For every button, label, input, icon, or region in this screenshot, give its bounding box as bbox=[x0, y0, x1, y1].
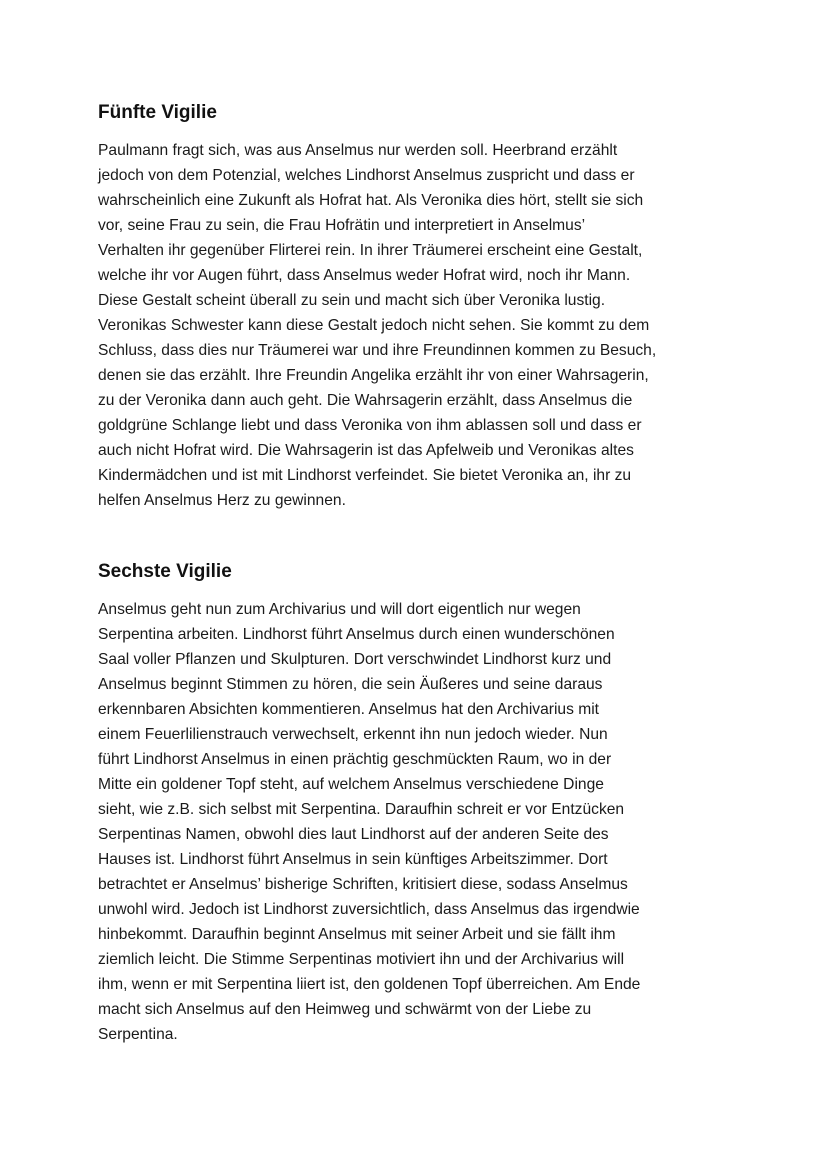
section-title: Sechste Vigilie bbox=[98, 561, 232, 582]
section-title: Fünfte Vigilie bbox=[98, 102, 217, 123]
section-sechste-vigilie bbox=[98, 559, 738, 1047]
section-fuenfte-vigilie bbox=[98, 100, 738, 513]
section-paragraph: Paulmann fragt sich, was aus Anselmus nur werden soll. Heerbrand erzählt jedoch von dem Potenzial, welches Lindhorst Anselmus zuspricht und dass er wahrscheinlich eine Zukunft als Hofrat hat. Als Veronika dies hört, stellt sie sich vor, seine Frau zu sein, die Frau Hofrätin und interpretiert in Anselmus’ Verhalten ihr gegenüber Flirterei rein. In ihrer Träumerei erscheint eine Gestalt, welche ihr vor Augen führt, dass Anselmus weder Hofrat wird, noch ihr Mann. Diese Gestalt scheint überall zu sein und macht sich über Veronika lustig. Veronikas Schwester kann diese Gestalt jedoch nicht sehen. Sie kommt zu dem Schluss, dass dies nur Träumerei war und ihre Freundinnen kommen zu Besuch, denen sie das erzählt. Ihre Freundin Angelika erzählt ihr von einer Wahrsagerin, zu der Veronika dann auch geht. Die Wahrsagerin erzählt, dass Anselmus die goldgrüne Schlange liebt und dass Veronika von ihm ablassen soll und dass er auch nicht Hofrat wird. Die Wahrsagerin ist das Apfelweib und Veronikas altes Kindermädchen und ist mit Lindhorst verfeindet. Sie bietet Veronika an, ihr zu helfen Anselmus Herz zu gewinnen. bbox=[98, 142, 657, 509]
document-page bbox=[98, 100, 738, 1047]
section-paragraph: Anselmus geht nun zum Archivarius und will dort eigentlich nur wegen Serpentina arbeiten. Lindhorst führt Anselmus durch einen wunderschönen Saal voller Pflanzen und Skulpturen. Dort verschwindet Lindhorst kurz und Anselmus beginnt Stimmen zu hören, die sein Äußeres und seine daraus erkennbaren Absichten kommentieren. Anselmus hat den Archivarius mit einem Feuerlilienstrauch verwechselt, erkennt ihn nun jedoch wieder. Nun führt Lindhorst Anselmus in einen prächtig geschmückten Raum, wo in der Mitte ein goldener Topf steht, auf welchem Anselmus verschiedene Dinge sieht, wie z.B. sich selbst mit Serpentina. Daraufhin schreit er vor Entzücken Serpentinas Namen, obwohl dies laut Lindhorst auf der anderen Seite des Hauses ist. Lindhorst führt Anselmus in sein künftiges Arbeitszimmer. Dort betrachtet er Anselmus’ bisherige Schriften, kritisiert diese, sodass Anselmus unwohl wird. Jedoch ist Lindhorst zuversichtlich, dass Anselmus das irgendwie hinbekommt. Daraufhin beginnt Anselmus mit seiner Arbeit und sie fällt ihm ziemlich leicht. Die Stimme Serpentinas motiviert ihn und der Archivarius will ihm, wenn er mit Serpentina liiert ist, den goldenen Topf überreichen. Am Ende macht sich Anselmus auf den Heimweg und schwärmt von der Liebe zu Serpentina. bbox=[98, 601, 641, 1043]
